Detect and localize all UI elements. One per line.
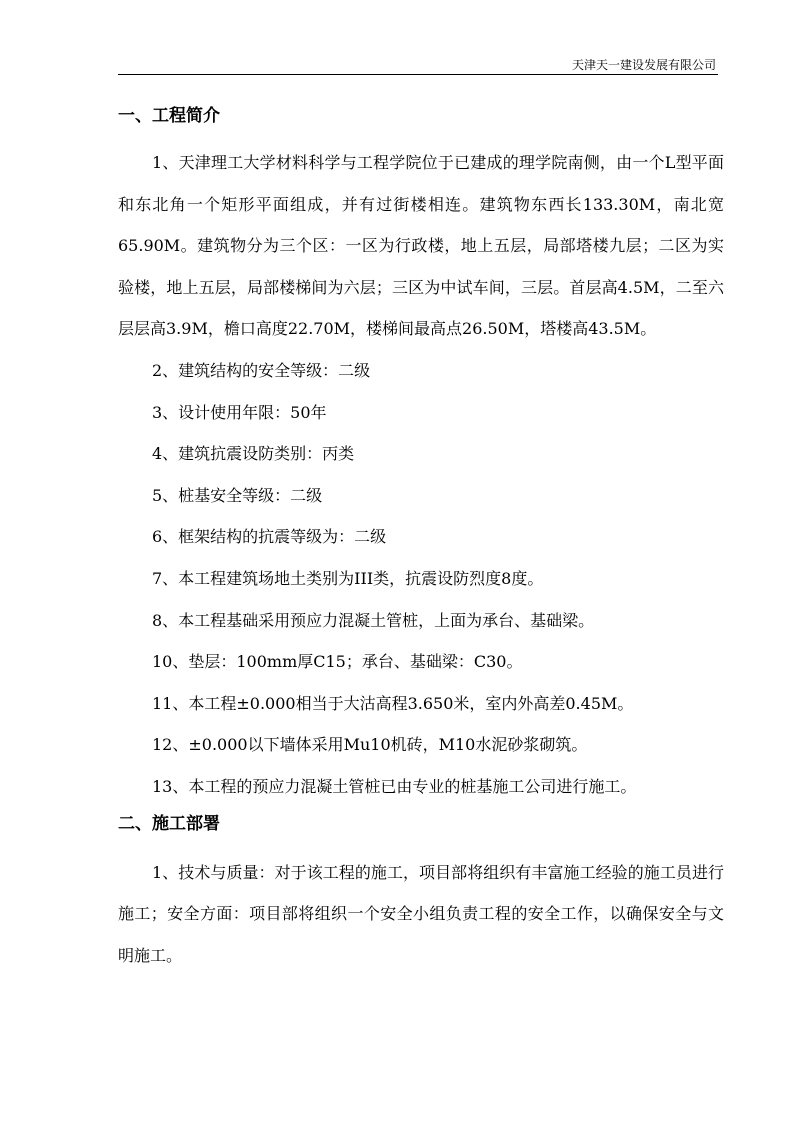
- list-item: 13、本工程的预应力混凝土管桩已由专业的桩基施工公司进行施工。: [152, 776, 637, 796]
- header-company-name: 天津天一建设发展有限公司: [571, 58, 716, 72]
- section-title-project-overview: 一、工程简介: [118, 106, 220, 126]
- list-item: 6、框架结构的抗震等级为：二级: [152, 527, 387, 547]
- header-divider: [118, 74, 718, 75]
- list-item: 8、本工程基础采用预应力混凝土管桩，上面为承台、基础梁。: [152, 610, 595, 630]
- list-item: 5、桩基安全等级：二级: [152, 485, 323, 505]
- list-item: 11、本工程±0.000相当于大沽高程3.650米，室内外高差0.45M。: [152, 693, 634, 713]
- list-item: 3、设计使用年限：50年: [152, 402, 327, 422]
- section-title-construction-deployment: 二、施工部署: [118, 813, 220, 834]
- list-item: 12、±0.000以下墙体采用Mu10机砖，M10水泥砂浆砌筑。: [152, 735, 588, 755]
- list-item: 2、建筑结构的安全等级：二级: [152, 360, 371, 380]
- project-intro-paragraph: 1、天津理工大学材料科学与工程学院位于已建成的理学院南侧，由一个L型平面和东北角一个矩形平面组成，并有过街楼相连。建筑物东西长133.30M，南北宽65.90M。建筑物分为三个区：一区为行政楼，地上五层，局部塔楼九层；二区为实验楼，地上五层，局部楼梯间为六层；三区为中试车间，三层。首层高4.5M，二至六层层高3.9M，檐口高度22.70M，楼梯间最高点26.50M，塔楼高43.5M。: [118, 153, 724, 339]
- list-item: 10、垫层：100mm厚C15；承台、基础梁：C30。: [152, 652, 523, 672]
- list-item: 7、本工程建筑场地土类别为III类，抗震设防烈度8度。: [152, 568, 544, 588]
- list-item: 4、建筑抗震设防类别：丙类: [152, 444, 355, 464]
- construction-deployment-paragraph: 1、技术与质量：对于该工程的施工，项目部将组织有丰富施工经验的施工员进行施工；安全方面：项目部将组织一个安全小组负责工程的安全工作，以确保安全与文明施工。: [118, 862, 724, 965]
- document-body: [118, 100, 724, 976]
